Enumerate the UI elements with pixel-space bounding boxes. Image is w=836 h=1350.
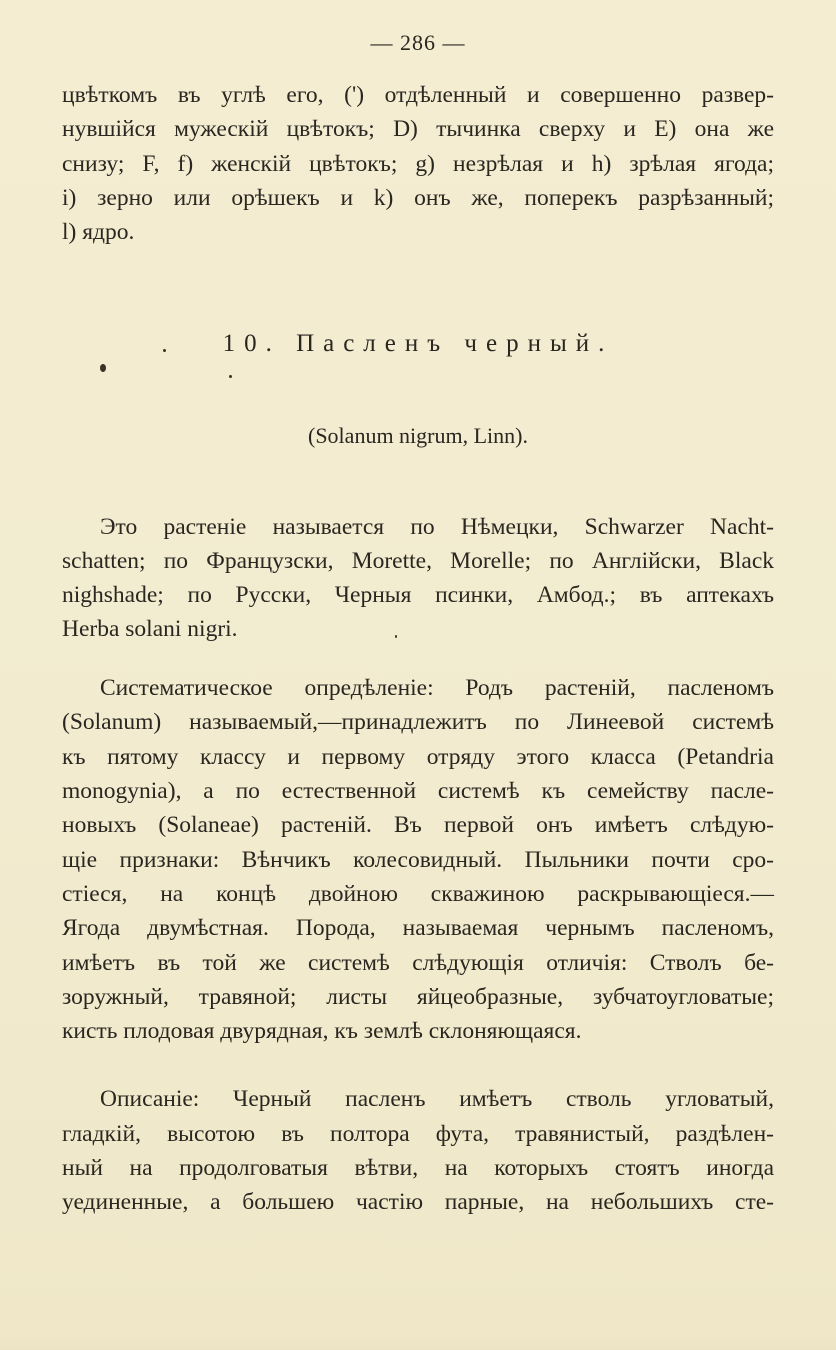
paragraph-line: monogynia), а по естественной системѣ къ семейству пасле- (62, 778, 774, 804)
ink-speck (163, 349, 166, 352)
paragraph-line: имѣетъ въ той же системѣ слѣдующія отличія: Стволъ бе- (62, 950, 774, 976)
paragraph-line: Ягода двумѣстная. Порода, называемая чернымъ пасленомъ, (62, 915, 774, 941)
paragraph-line: ный на продолговатыя вѣтви, на которыхъ стоятъ иногда (62, 1155, 774, 1181)
page-bottom-edge (0, 1332, 836, 1350)
paragraph-line: schatten; по Французски, Morette, Morelle; по Англійски, Black (62, 548, 774, 574)
paragraph-line: Описаніе: Черный пасленъ имѣетъ стволь угловатый, (100, 1086, 774, 1112)
ink-speck (395, 635, 397, 638)
ink-speck (229, 375, 232, 378)
paragraph-line: l) ядро. (62, 219, 135, 245)
paragraph-line: nighshade; по Русски, Черныя псинки, Амбод.; въ аптекахъ (62, 582, 774, 608)
paragraph-line: гладкій, высотою въ полтора фута, травянистый, раздѣлен- (62, 1121, 774, 1147)
paragraph-line: Систематическое опредѣленіе: Родъ растеній, пасленомъ (100, 675, 774, 701)
paragraph-line: Herba solani nigri. (62, 616, 238, 642)
paragraph-line: Это растеніе называется по Нѣмецки, Schwarzer Nacht- (100, 514, 774, 540)
paragraph-line: уединенные, а большею частію парные, на небольшихъ сте- (62, 1189, 774, 1215)
paragraph-line: (Solanum) называемый,—принадлежитъ по Линеевой системѣ (62, 709, 774, 735)
ink-speck (100, 364, 106, 372)
page-number: — 286 — (370, 30, 466, 55)
paragraph-line: щіе признаки: Вѣнчикъ колесовидный. Пыльники почти сро- (62, 847, 774, 873)
paragraph-line: нувшійся мужескій цвѣтокъ; D) тычинка сверху и E) она же (62, 116, 774, 142)
paragraph-line: къ пятому классу и первому отряду этого класса (Petandria (62, 744, 774, 770)
latin-name: (Solanum nigrum, Linn). (308, 423, 528, 448)
section-heading: 10. Пасленъ черный. (222, 330, 614, 357)
paragraph-line: новыхъ (Solaneae) растеній. Въ первой онъ имѣетъ слѣдую- (62, 812, 774, 838)
paragraph-line: стіеся, на концѣ двойною скважиною раскрывающіеся.— (62, 881, 774, 907)
paragraph-line: i) зерно или орѣшекъ и k) онъ же, поперекъ разрѣзанный; (62, 185, 774, 211)
paragraph-line: цвѣткомъ въ углѣ его, (') отдѣленный и совершенно развер- (62, 82, 774, 108)
paragraph-line: кисть плодовая двурядная, къ землѣ склоняющаяся. (62, 1018, 582, 1044)
paragraph-line: снизу; F, f) женскій цвѣтокъ; g) незрѣлая и h) зрѣлая ягода; (62, 151, 774, 177)
paragraph-line: зоружный, травяной; листы яйцеобразные, зубчатоугловатые; (62, 984, 774, 1010)
